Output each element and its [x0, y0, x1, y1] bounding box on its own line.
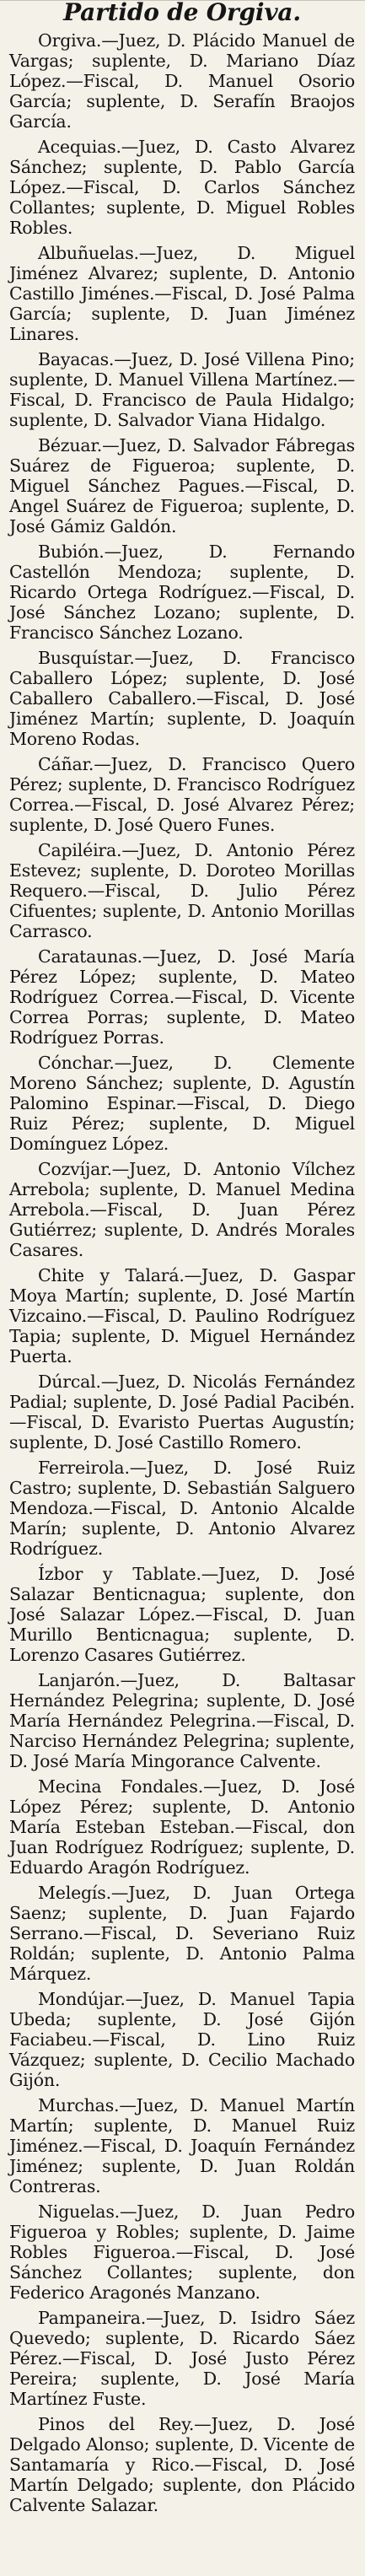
- section-title: Partido de Orgiva.: [63, 0, 301, 26]
- municipality-entry: Cozvíjar.—Juez, D. Antonio Vílchez Arrebola; suplente, D. Manuel Medina Arrebola.—Fiscal, D. Juan Pérez Gutiérrez; suplente, D. Andrés Morales Casares.: [9, 1159, 355, 1260]
- municipality-entry: Busquístar.—Juez, D. Francisco Caballero López; suplente, D. José Caballero Caballero.—Fiscal, D. José Jiménez Martín; suplente, D. Joaquín Moreno Rodas.: [9, 648, 355, 749]
- municipality-list: [9, 30, 355, 2515]
- municipality-entry: Carataunas.—Juez, D. José María Pérez López; suplente, D. Mateo Rodríguez Correa.—Fiscal, D. Vicente Correa Porras; suplente, D. Mateo Rodríguez Porras.: [9, 946, 355, 1048]
- municipality-entry: Murchas.—Juez, D. Manuel Martín Martín; suplente, D. Manuel Ruiz Jiménez.—Fiscal, D. Joaquín Fernández Jiménez; suplente, D. Juan Roldán Contreras.: [9, 2095, 355, 2196]
- municipality-entry: Capiléira.—Juez, D. Antonio Pérez Estevez; suplente, D. Doroteo Morillas Requero.—Fiscal, D. Julio Pérez Cifuentes; suplente, D. Antonio Morillas Carrasco.: [9, 840, 355, 941]
- municipality-entry: Lanjarón.—Juez, D. Baltasar Hernández Pelegrina; suplente, D. José María Hernández Pelegrina.—Fiscal, D. Narciso Hernández Pelegrina; suplente, D. José María Mingorance Calvente.: [9, 1670, 355, 1771]
- municipality-entry: Bayacas.—Juez, D. José Villena Pino; suplente, D. Manuel Villena Martínez.—Fiscal, D. Francisco de Paula Hidalgo; suplente, D. Salvador Viana Hidalgo.: [9, 349, 355, 430]
- municipality-entry: Bubión.—Juez, D. Fernando Castellón Mendoza; suplente, D. Ricardo Ortega Rodríguez.—Fiscal, D. José Sánchez Lozano; suplente, D. Francisco Sánchez Lozano.: [9, 542, 355, 643]
- municipality-entry: Chite y Talará.—Juez, D. Gaspar Moya Martín; suplente, D. José Martín Vizcaino.—Fiscal, D. Paulino Rodríguez Tapia; suplente, D. Miguel Hernández Puerta.: [9, 1265, 355, 1366]
- municipality-entry: Pinos del Rey.—Juez, D. José Delgado Alonso; suplente, D. Vicente de Santamaría y Rico.—Fiscal, D. José Martín Delgado; suplente, don Plácido Calvente Salazar.: [9, 2414, 355, 2515]
- municipality-entry: Pampaneira.—Juez, D. Isidro Sáez Quevedo; suplente, D. Ricardo Sáez Pérez.—Fiscal, D. José Justo Pérez Pereira; suplente, D. José María Martínez Fuste.: [9, 2308, 355, 2409]
- municipality-entry: Acequias.—Juez, D. Casto Alvarez Sánchez; suplente, D. Pablo García López.—Fiscal, D. Carlos Sánchez Collantes; suplente, D. Miguel Robles Robles.: [9, 137, 355, 238]
- municipality-entry: Niguelas.—Juez, D. Juan Pedro Figueroa y Robles; suplente, D. Jaime Robles Figueroa.—Fiscal, D. José Sánchez Collantes; suplente, don Federico Aragonés Manzano.: [9, 2201, 355, 2303]
- municipality-entry: Bézuar.—Juez, D. Salvador Fábregas Suárez de Figueroa; suplente, D. Miguel Sánchez Pagues.—Fiscal, D. Angel Suárez de Figueroa; suplente, D. José Gámiz Galdón.: [9, 435, 355, 536]
- municipality-entry: Melegís.—Juez, D. Juan Ortega Saenz; suplente, D. Juan Fajardo Serrano.—Fiscal, D. Severiano Ruiz Roldán; suplente, D. Antonio Palma Márquez.: [9, 1883, 355, 1984]
- municipality-entry: Cónchar.—Juez, D. Clemente Moreno Sánchez; suplente, D. Agustín Palomino Espinar.—Fiscal, D. Diego Ruiz Pérez; suplente, D. Miguel Domínguez López.: [9, 1053, 355, 1154]
- municipality-entry: Ízbor y Tablate.—Juez, D. José Salazar Benticnagua; suplente, don José Salazar López.—Fiscal, D. Juan Murillo Benticnagua; suplente, D. Lorenzo Casares Gutiérrez.: [9, 1564, 355, 1665]
- municipality-entry: Dúrcal.—Juez, D. Nicolás Fernández Padial; suplente, D. José Padial Pacibén.—Fiscal, D. Evaristo Puertas Augustín; suplente, D. José Castillo Romero.: [9, 1372, 355, 1452]
- municipality-entry: Ferreirola.—Juez, D. José Ruiz Castro; suplente, D. Sebastián Salguero Mendoza.—Fiscal, D. Antonio Alcalde Marín; suplente, D. Antonio Alvarez Rodríguez.: [9, 1458, 355, 1559]
- municipality-entry: Mondújar.—Juez, D. Manuel Tapia Ubeda; suplente, D. José Gijón Faciabeu.—Fiscal, D. Lino Ruiz Vázquez; suplente, D. Cecilio Machado Gijón.: [9, 1989, 355, 2090]
- municipality-entry: Mecina Fondales.—Juez, D. José López Pérez; suplente, D. Antonio María Esteban Esteban.—Fiscal, don Juan Rodríguez Rodríguez; suplente, D. Eduardo Aragón Rodríguez.: [9, 1776, 355, 1878]
- municipality-entry: Cáñar.—Juez, D. Francisco Quero Pérez; suplente, D. Francisco Rodríguez Correa.—Fiscal, D. José Alvarez Pérez; suplente, D. José Quero Funes.: [9, 754, 355, 835]
- text-column: [9, 0, 355, 2520]
- municipality-entry: Albuñuelas.—Juez, D. Miguel Jiménez Alvarez; suplente, D. Antonio Castillo Jiménes.—Fiscal, D. José Palma García; suplente, D. Juan Jiménez Linares.: [9, 243, 355, 344]
- municipality-entry: Orgiva.—Juez, D. Plácido Manuel de Vargas; suplente, D. Mariano Díaz López.—Fiscal, D. Manuel Osorio García; suplente, D. Serafín Braojos García.: [9, 30, 355, 132]
